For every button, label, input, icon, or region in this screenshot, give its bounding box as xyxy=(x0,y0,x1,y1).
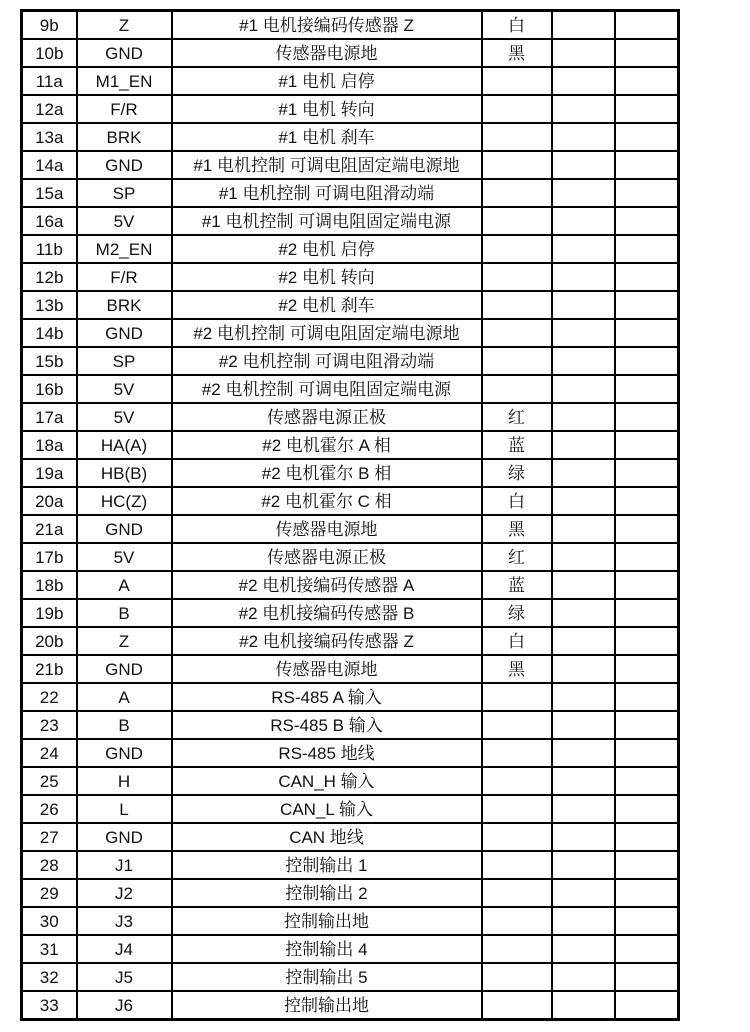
empty-cell-2 xyxy=(615,11,679,40)
pinout-table xyxy=(20,9,680,1021)
description-cell: #2 电机控制 可调电阻固定端电源 xyxy=(172,375,482,403)
table-row xyxy=(22,347,679,375)
table-row xyxy=(22,95,679,123)
table-row xyxy=(22,431,679,459)
wire-color-cell xyxy=(482,851,552,879)
wire-color-cell xyxy=(482,991,552,1020)
empty-cell-2 xyxy=(615,39,679,67)
empty-cell-2 xyxy=(615,179,679,207)
description-cell: #1 电机 启停 xyxy=(172,67,482,95)
description-cell: #2 电机 启停 xyxy=(172,235,482,263)
empty-cell-2 xyxy=(615,907,679,935)
description-cell: #1 电机控制 可调电阻固定端电源地 xyxy=(172,151,482,179)
signal-cell: GND xyxy=(77,39,172,67)
table-row xyxy=(22,123,679,151)
wire-color-cell: 黑 xyxy=(482,515,552,543)
description-cell: CAN_L 输入 xyxy=(172,795,482,823)
description-cell: #1 电机接编码传感器 Z xyxy=(172,11,482,40)
empty-cell-1 xyxy=(552,599,615,627)
signal-cell: HC(Z) xyxy=(77,487,172,515)
empty-cell-1 xyxy=(552,123,615,151)
table-row xyxy=(22,151,679,179)
wire-color-cell xyxy=(482,179,552,207)
empty-cell-1 xyxy=(552,935,615,963)
empty-cell-1 xyxy=(552,879,615,907)
description-cell: 控制输出 1 xyxy=(172,851,482,879)
empty-cell-1 xyxy=(552,907,615,935)
table-row xyxy=(22,487,679,515)
wire-color-cell: 黑 xyxy=(482,39,552,67)
pin-cell: 18a xyxy=(22,431,77,459)
empty-cell-2 xyxy=(615,739,679,767)
wire-color-cell: 白 xyxy=(482,627,552,655)
signal-cell: B xyxy=(77,711,172,739)
pin-cell: 20a xyxy=(22,487,77,515)
table-row xyxy=(22,67,679,95)
empty-cell-1 xyxy=(552,95,615,123)
empty-cell-2 xyxy=(615,235,679,263)
table-row xyxy=(22,851,679,879)
signal-cell: J5 xyxy=(77,963,172,991)
empty-cell-1 xyxy=(552,151,615,179)
empty-cell-1 xyxy=(552,375,615,403)
table-row xyxy=(22,235,679,263)
empty-cell-1 xyxy=(552,655,615,683)
table-row xyxy=(22,515,679,543)
pin-cell: 30 xyxy=(22,907,77,935)
description-cell: #1 电机 刹车 xyxy=(172,123,482,151)
empty-cell-2 xyxy=(615,627,679,655)
empty-cell-1 xyxy=(552,67,615,95)
signal-cell: HB(B) xyxy=(77,459,172,487)
pin-cell: 29 xyxy=(22,879,77,907)
wire-color-cell: 绿 xyxy=(482,599,552,627)
empty-cell-2 xyxy=(615,879,679,907)
empty-cell-2 xyxy=(615,207,679,235)
table-row xyxy=(22,739,679,767)
wire-color-cell xyxy=(482,235,552,263)
empty-cell-2 xyxy=(615,431,679,459)
description-cell: #2 电机霍尔 A 相 xyxy=(172,431,482,459)
pin-cell: 13a xyxy=(22,123,77,151)
empty-cell-1 xyxy=(552,711,615,739)
description-cell: 传感器电源地 xyxy=(172,39,482,67)
empty-cell-1 xyxy=(552,319,615,347)
empty-cell-1 xyxy=(552,179,615,207)
signal-cell: J2 xyxy=(77,879,172,907)
wire-color-cell: 白 xyxy=(482,11,552,40)
signal-cell: J6 xyxy=(77,991,172,1020)
pin-cell: 16b xyxy=(22,375,77,403)
table-row xyxy=(22,823,679,851)
empty-cell-2 xyxy=(615,95,679,123)
table-row xyxy=(22,403,679,431)
empty-cell-1 xyxy=(552,627,615,655)
empty-cell-1 xyxy=(552,263,615,291)
table-row xyxy=(22,39,679,67)
empty-cell-2 xyxy=(615,263,679,291)
empty-cell-1 xyxy=(552,543,615,571)
empty-cell-1 xyxy=(552,739,615,767)
signal-cell: J3 xyxy=(77,907,172,935)
wire-color-cell xyxy=(482,767,552,795)
signal-cell: BRK xyxy=(77,291,172,319)
wire-color-cell xyxy=(482,95,552,123)
wire-color-cell: 红 xyxy=(482,403,552,431)
description-cell: RS-485 地线 xyxy=(172,739,482,767)
empty-cell-2 xyxy=(615,291,679,319)
signal-cell: BRK xyxy=(77,123,172,151)
pin-cell: 12b xyxy=(22,263,77,291)
empty-cell-1 xyxy=(552,235,615,263)
wire-color-cell: 蓝 xyxy=(482,431,552,459)
empty-cell-1 xyxy=(552,851,615,879)
pin-cell: 24 xyxy=(22,739,77,767)
table-row xyxy=(22,655,679,683)
wire-color-cell xyxy=(482,263,552,291)
description-cell: 传感器电源地 xyxy=(172,515,482,543)
signal-cell: Z xyxy=(77,627,172,655)
empty-cell-2 xyxy=(615,347,679,375)
description-cell: #1 电机控制 可调电阻滑动端 xyxy=(172,179,482,207)
pin-cell: 10b xyxy=(22,39,77,67)
pin-cell: 21a xyxy=(22,515,77,543)
table-row xyxy=(22,291,679,319)
signal-cell: A xyxy=(77,683,172,711)
empty-cell-1 xyxy=(552,431,615,459)
description-cell: 控制输出 5 xyxy=(172,963,482,991)
signal-cell: Z xyxy=(77,11,172,40)
table-row xyxy=(22,935,679,963)
description-cell: #2 电机霍尔 B 相 xyxy=(172,459,482,487)
signal-cell: L xyxy=(77,795,172,823)
empty-cell-2 xyxy=(615,963,679,991)
wire-color-cell xyxy=(482,963,552,991)
wire-color-cell xyxy=(482,879,552,907)
pin-cell: 19a xyxy=(22,459,77,487)
signal-cell: 5V xyxy=(77,543,172,571)
wire-color-cell: 黑 xyxy=(482,655,552,683)
wire-color-cell xyxy=(482,795,552,823)
table-row xyxy=(22,795,679,823)
empty-cell-1 xyxy=(552,459,615,487)
empty-cell-2 xyxy=(615,683,679,711)
wire-color-cell xyxy=(482,739,552,767)
description-cell: #1 电机控制 可调电阻固定端电源 xyxy=(172,207,482,235)
empty-cell-1 xyxy=(552,39,615,67)
pin-cell: 13b xyxy=(22,291,77,319)
table-row xyxy=(22,627,679,655)
wire-color-cell xyxy=(482,907,552,935)
wire-color-cell xyxy=(482,123,552,151)
table-row xyxy=(22,179,679,207)
empty-cell-1 xyxy=(552,823,615,851)
signal-cell: SP xyxy=(77,347,172,375)
pin-cell: 14a xyxy=(22,151,77,179)
empty-cell-2 xyxy=(615,375,679,403)
empty-cell-1 xyxy=(552,11,615,40)
signal-cell: 5V xyxy=(77,207,172,235)
empty-cell-1 xyxy=(552,207,615,235)
empty-cell-2 xyxy=(615,67,679,95)
pin-cell: 19b xyxy=(22,599,77,627)
signal-cell: F/R xyxy=(77,95,172,123)
table-row xyxy=(22,711,679,739)
signal-cell: F/R xyxy=(77,263,172,291)
empty-cell-2 xyxy=(615,711,679,739)
wire-color-cell xyxy=(482,711,552,739)
pinout-table-body xyxy=(22,11,679,1020)
empty-cell-2 xyxy=(615,403,679,431)
empty-cell-2 xyxy=(615,319,679,347)
signal-cell: J1 xyxy=(77,851,172,879)
pin-cell: 16a xyxy=(22,207,77,235)
empty-cell-2 xyxy=(615,459,679,487)
pin-cell: 12a xyxy=(22,95,77,123)
wire-color-cell xyxy=(482,207,552,235)
signal-cell: J4 xyxy=(77,935,172,963)
pin-cell: 9b xyxy=(22,11,77,40)
pin-cell: 17b xyxy=(22,543,77,571)
pin-cell: 14b xyxy=(22,319,77,347)
description-cell: 传感器电源正极 xyxy=(172,543,482,571)
description-cell: #1 电机 转向 xyxy=(172,95,482,123)
pin-cell: 27 xyxy=(22,823,77,851)
signal-cell: B xyxy=(77,599,172,627)
empty-cell-2 xyxy=(615,123,679,151)
description-cell: 控制输出地 xyxy=(172,991,482,1020)
wire-color-cell xyxy=(482,683,552,711)
pin-cell: 17a xyxy=(22,403,77,431)
table-row xyxy=(22,767,679,795)
empty-cell-1 xyxy=(552,767,615,795)
pin-cell: 15b xyxy=(22,347,77,375)
signal-cell: 5V xyxy=(77,403,172,431)
table-row xyxy=(22,375,679,403)
signal-cell: GND xyxy=(77,739,172,767)
description-cell: #2 电机霍尔 C 相 xyxy=(172,487,482,515)
signal-cell: GND xyxy=(77,151,172,179)
table-row xyxy=(22,459,679,487)
pin-cell: 33 xyxy=(22,991,77,1020)
empty-cell-2 xyxy=(615,599,679,627)
table-row xyxy=(22,907,679,935)
table-row xyxy=(22,207,679,235)
description-cell: #2 电机控制 可调电阻固定端电源地 xyxy=(172,319,482,347)
table-row xyxy=(22,543,679,571)
description-cell: 传感器电源正极 xyxy=(172,403,482,431)
pin-cell: 15a xyxy=(22,179,77,207)
signal-cell: SP xyxy=(77,179,172,207)
empty-cell-1 xyxy=(552,403,615,431)
description-cell: 控制输出 2 xyxy=(172,879,482,907)
signal-cell: M2_EN xyxy=(77,235,172,263)
wire-color-cell xyxy=(482,935,552,963)
description-cell: #2 电机接编码传感器 B xyxy=(172,599,482,627)
signal-cell: H xyxy=(77,767,172,795)
empty-cell-1 xyxy=(552,515,615,543)
description-cell: RS-485 A 输入 xyxy=(172,683,482,711)
signal-cell: M1_EN xyxy=(77,67,172,95)
empty-cell-1 xyxy=(552,683,615,711)
pin-cell: 28 xyxy=(22,851,77,879)
empty-cell-2 xyxy=(615,543,679,571)
pin-cell: 11a xyxy=(22,67,77,95)
pin-cell: 21b xyxy=(22,655,77,683)
table-row xyxy=(22,963,679,991)
wire-color-cell xyxy=(482,347,552,375)
table-row xyxy=(22,879,679,907)
signal-cell: HA(A) xyxy=(77,431,172,459)
empty-cell-2 xyxy=(615,991,679,1020)
wire-color-cell: 绿 xyxy=(482,459,552,487)
description-cell: CAN 地线 xyxy=(172,823,482,851)
wire-color-cell xyxy=(482,151,552,179)
wire-color-cell xyxy=(482,319,552,347)
signal-cell: GND xyxy=(77,823,172,851)
pin-cell: 31 xyxy=(22,935,77,963)
empty-cell-1 xyxy=(552,963,615,991)
wire-color-cell xyxy=(482,67,552,95)
empty-cell-1 xyxy=(552,487,615,515)
table-row xyxy=(22,11,679,40)
description-cell: #2 电机接编码传感器 Z xyxy=(172,627,482,655)
empty-cell-2 xyxy=(615,655,679,683)
empty-cell-2 xyxy=(615,851,679,879)
signal-cell: GND xyxy=(77,319,172,347)
table-row xyxy=(22,599,679,627)
signal-cell: GND xyxy=(77,655,172,683)
empty-cell-2 xyxy=(615,151,679,179)
empty-cell-1 xyxy=(552,347,615,375)
pin-cell: 26 xyxy=(22,795,77,823)
empty-cell-1 xyxy=(552,991,615,1020)
description-cell: 传感器电源地 xyxy=(172,655,482,683)
pin-cell: 18b xyxy=(22,571,77,599)
wire-color-cell: 蓝 xyxy=(482,571,552,599)
table-row xyxy=(22,683,679,711)
wire-color-cell xyxy=(482,291,552,319)
table-row xyxy=(22,571,679,599)
pin-cell: 23 xyxy=(22,711,77,739)
empty-cell-2 xyxy=(615,487,679,515)
wire-color-cell xyxy=(482,823,552,851)
pin-cell: 20b xyxy=(22,627,77,655)
signal-cell: A xyxy=(77,571,172,599)
table-row xyxy=(22,263,679,291)
pin-cell: 25 xyxy=(22,767,77,795)
wire-color-cell xyxy=(482,375,552,403)
empty-cell-2 xyxy=(615,571,679,599)
empty-cell-1 xyxy=(552,795,615,823)
empty-cell-2 xyxy=(615,823,679,851)
empty-cell-2 xyxy=(615,935,679,963)
table-row xyxy=(22,319,679,347)
description-cell: 控制输出 4 xyxy=(172,935,482,963)
empty-cell-2 xyxy=(615,515,679,543)
description-cell: #2 电机接编码传感器 A xyxy=(172,571,482,599)
description-cell: RS-485 B 输入 xyxy=(172,711,482,739)
empty-cell-1 xyxy=(552,571,615,599)
wire-color-cell: 白 xyxy=(482,487,552,515)
signal-cell: 5V xyxy=(77,375,172,403)
table-row xyxy=(22,991,679,1020)
description-cell: #2 电机 转向 xyxy=(172,263,482,291)
empty-cell-2 xyxy=(615,767,679,795)
description-cell: 控制输出地 xyxy=(172,907,482,935)
description-cell: #2 电机 刹车 xyxy=(172,291,482,319)
pin-cell: 22 xyxy=(22,683,77,711)
wire-color-cell: 红 xyxy=(482,543,552,571)
description-cell: #2 电机控制 可调电阻滑动端 xyxy=(172,347,482,375)
pin-cell: 32 xyxy=(22,963,77,991)
empty-cell-2 xyxy=(615,795,679,823)
pin-cell: 11b xyxy=(22,235,77,263)
signal-cell: GND xyxy=(77,515,172,543)
empty-cell-1 xyxy=(552,291,615,319)
description-cell: CAN_H 输入 xyxy=(172,767,482,795)
